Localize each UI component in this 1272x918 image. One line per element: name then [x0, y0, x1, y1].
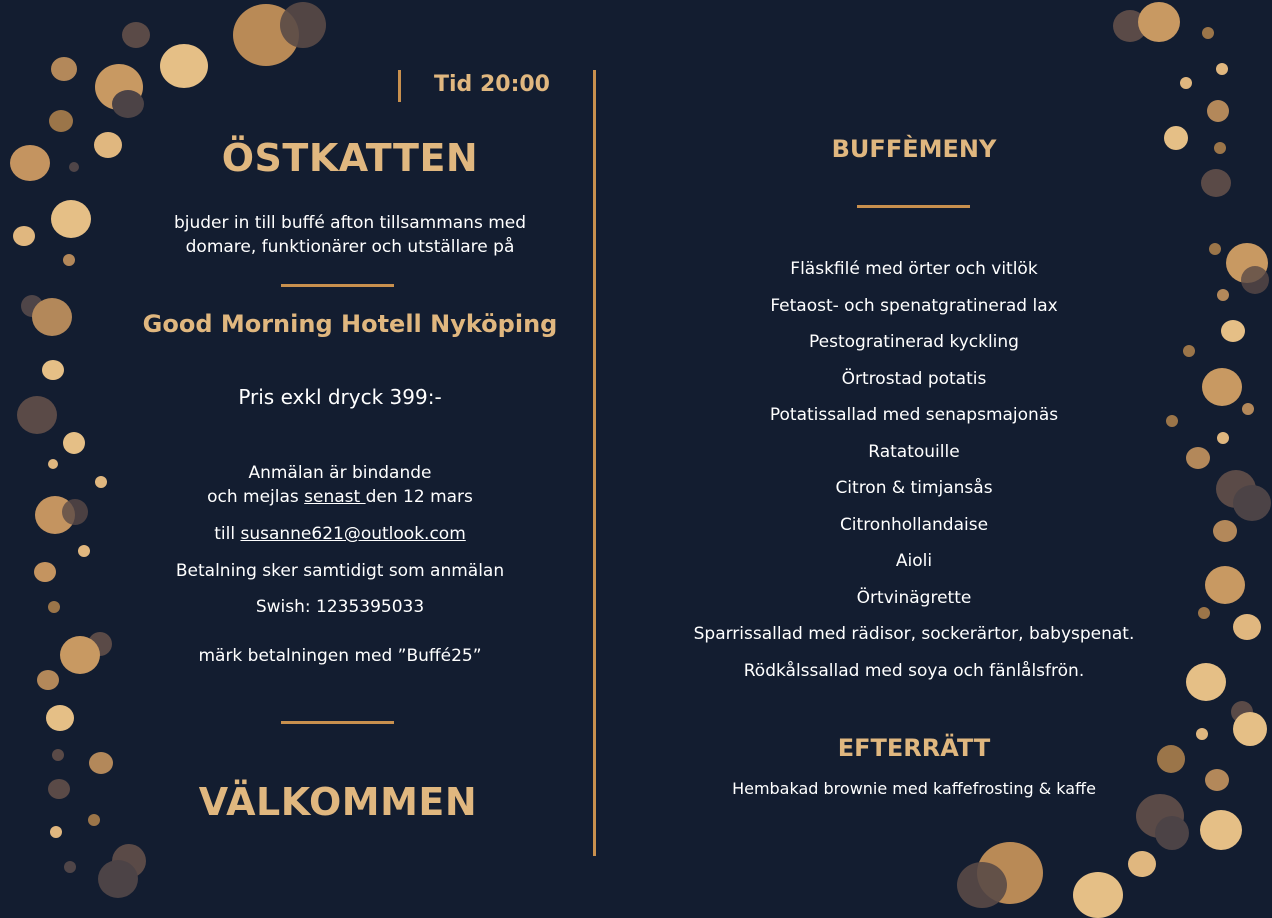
email-link[interactable]: susanne621@outlook.com: [240, 524, 466, 544]
event-time: Tid 20:00: [434, 72, 550, 97]
payment-reference: märk betalningen med ”Buffé25”: [198, 646, 482, 666]
dessert-item: Hembakad brownie med kaffefrosting & kaffe: [732, 779, 1096, 798]
menu-item: Aioli: [895, 551, 933, 571]
menu-list: [664, 251, 1164, 689]
invite-line-2: domare, funktionärer och utställare på: [185, 237, 515, 257]
time-marker-line: [398, 70, 401, 102]
left-divider-top: [281, 284, 394, 287]
welcome-title: VÄLKOMMEN: [198, 780, 478, 824]
signup-deadline-emphasis: senast: [304, 487, 366, 507]
menu-item: Sparrissallad med rädisor, sockerärtor, babyspenat.: [693, 624, 1135, 644]
payment-info: Betalning sker samtidigt som anmälan: [175, 561, 505, 581]
menu-item: Citronhollandaise: [839, 514, 989, 535]
menu-item: Rödkålssallad med soya och fänlålsfrön.: [743, 660, 1085, 681]
menu-item: Pestogratinerad kyckling: [809, 332, 1019, 352]
menu-item: Fetaost- och spenatgratinerad lax: [770, 295, 1058, 316]
signup-line-2: [140, 485, 540, 509]
email-line: [140, 522, 540, 546]
signup-line-1: Anmälan är bindande: [248, 463, 432, 483]
menu-item: Örtrostad potatis: [841, 368, 987, 389]
center-divider: [593, 70, 596, 856]
signup-line-2-pre: och mejlas: [207, 487, 305, 507]
venue-name: Good Morning Hotell Nyköping: [142, 310, 558, 338]
menu-item: Potatissallad med senapsmajonäs: [769, 405, 1059, 425]
left-divider-bottom: [281, 721, 394, 724]
menu-item: Citron & timjansås: [835, 478, 993, 498]
menu-title-underline: [857, 205, 970, 208]
signup-info: [140, 461, 540, 509]
menu-item: Örtvinägrette: [856, 587, 972, 608]
swish-number: Swish: 1235395033: [255, 597, 425, 617]
menu-title: BUFFÈMENY: [831, 135, 997, 163]
price: Pris exkl dryck 399:-: [238, 385, 442, 409]
invite-text: [150, 211, 550, 259]
menu-item: Fläskfilé med örter och vitlök: [790, 259, 1038, 279]
signup-line-2-post: den 12 mars: [365, 487, 473, 507]
menu-item: Ratatouille: [868, 441, 960, 462]
dessert-title: EFTERRÄTT: [837, 734, 991, 762]
invite-line-1: bjuder in till buffé afton tillsammans med: [173, 213, 527, 233]
email-prefix: till: [214, 524, 241, 544]
host-title: ÖSTKATTEN: [221, 136, 479, 180]
